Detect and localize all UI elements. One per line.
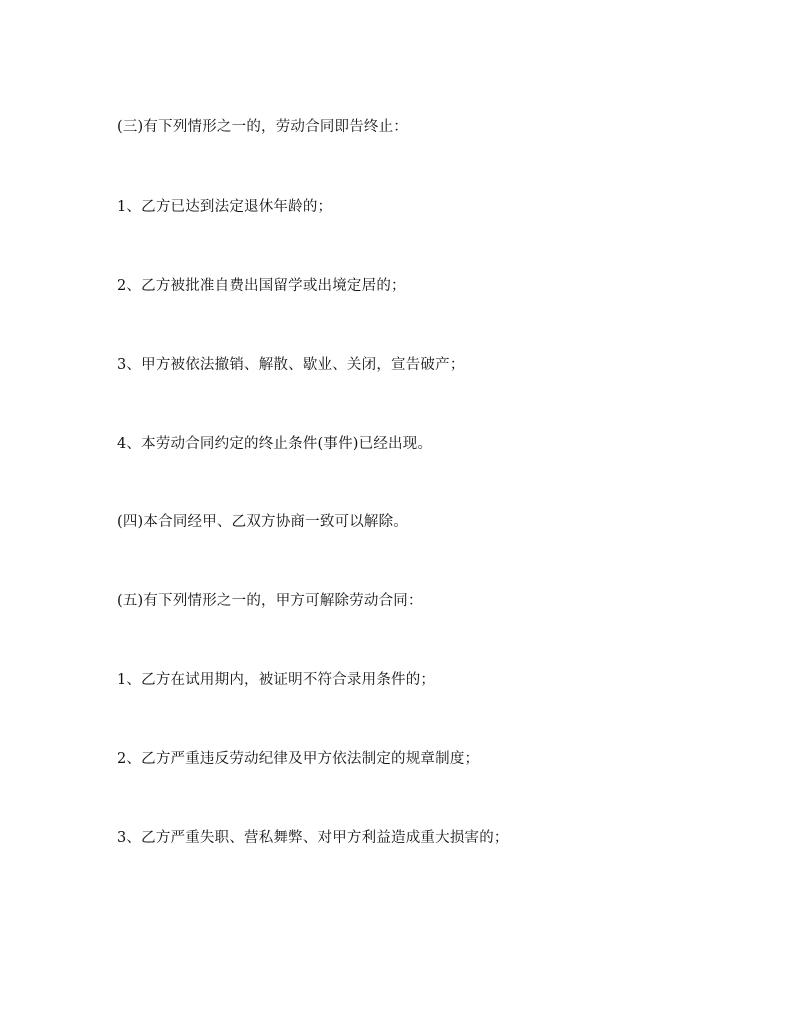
- section-heading-termination: (三)有下列情形之一的，劳动合同即告终止：: [117, 119, 409, 135]
- list-item: 2、乙方被批准自费出国留学或出境定居的；: [117, 278, 406, 294]
- list-item: 1、乙方已达到法定退休年龄的；: [117, 199, 333, 215]
- list-item: 3、乙方严重失职、营私舞弊、对甲方利益造成重大损害的；: [117, 830, 509, 846]
- list-item: 2、乙方严重违反劳动纪律及甲方依法制定的规章制度；: [117, 751, 480, 767]
- list-item: 3、甲方被依法撤销、解散、歇业、关闭，宣告破产；: [117, 357, 465, 373]
- section-heading-employer-rescission: (五)有下列情形之一的，甲方可解除劳动合同：: [117, 593, 423, 609]
- list-item: 1、乙方在试用期内，被证明不符合录用条件的；: [117, 672, 436, 688]
- list-item: 4、本劳动合同约定的终止条件(事件)已经出现。: [117, 436, 433, 452]
- section-heading-mutual-rescission: (四)本合同经甲、乙双方协商一致可以解除。: [117, 514, 409, 530]
